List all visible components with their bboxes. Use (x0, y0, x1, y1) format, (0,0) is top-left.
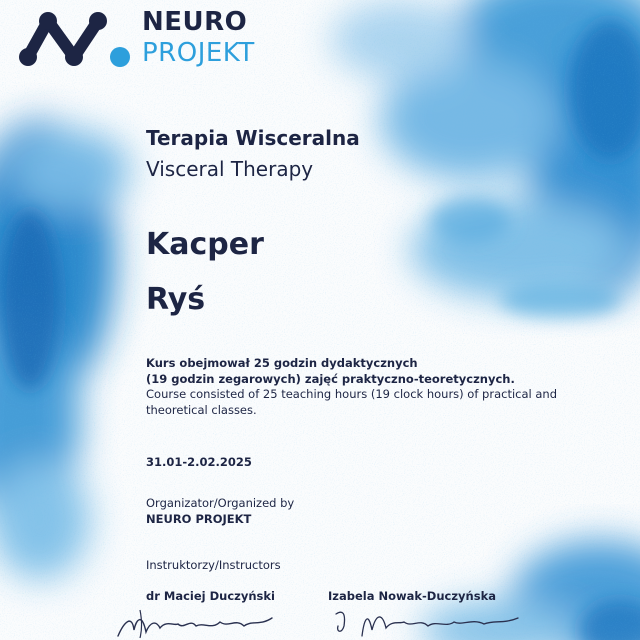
course-title-en: Visceral Therapy (146, 157, 314, 181)
description-pl-line1: Kurs obejmował 25 godzin dydaktycznych (146, 356, 418, 370)
participant-last-name: Ryś (146, 282, 206, 317)
organizer-name: NEURO PROJEKT (146, 512, 252, 526)
instructor-name: dr Maciej Duczyński (146, 589, 275, 603)
logo-text-projekt: PROJEKT (142, 38, 255, 68)
logo-text-neuro: NEURO (142, 7, 248, 37)
participant-first-name: Kacper (146, 227, 264, 262)
course-title-pl: Terapia Wisceralna (146, 126, 360, 150)
description-en: Course consisted of 25 teaching hours (19 clock hours) of practical and theoretical classes. (146, 387, 558, 417)
instructors-label: Instruktorzy/Instructors (146, 558, 281, 572)
logo-mark-icon (14, 5, 134, 73)
course-description (146, 356, 606, 418)
instructor-name: Izabela Nowak-Duczyńska (328, 589, 496, 603)
organizer-label: Organizator/Organized by (146, 496, 295, 510)
neuro-projekt-logo (14, 5, 294, 75)
signature-izabela-nowak-duczynska (328, 600, 528, 640)
description-pl-line2: (19 godzin zegarowych) zajęć praktyczno-teoretycznych. (146, 371, 515, 386)
signature-maciej-duczynski (112, 600, 282, 640)
course-date: 31.01-2.02.2025 (146, 455, 252, 469)
